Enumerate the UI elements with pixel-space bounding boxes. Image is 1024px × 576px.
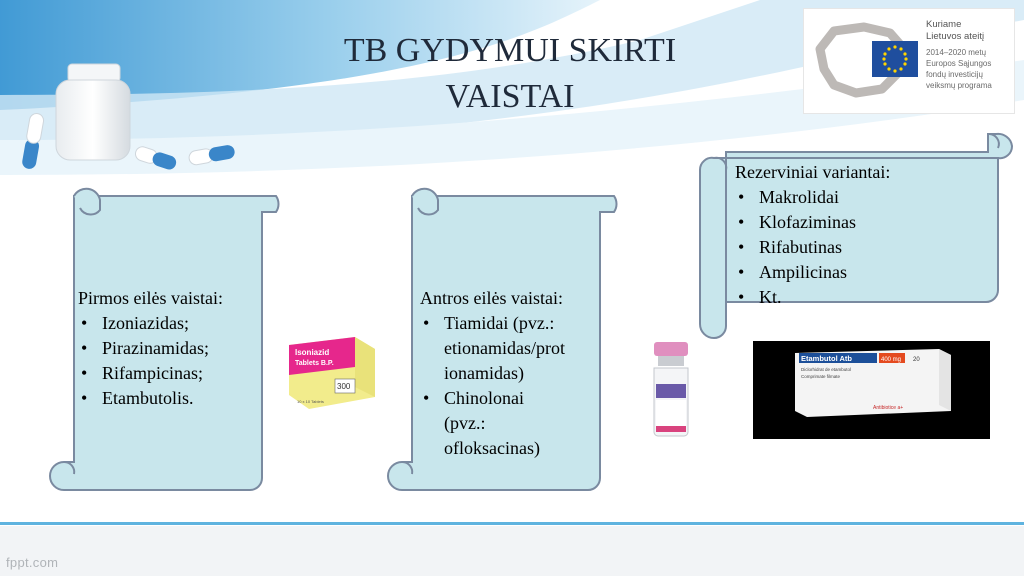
reserve-list [735,185,985,310]
list-item: • Makrolidai [735,185,985,210]
etambutol-count: 20 [913,357,920,363]
list-item: • Rifabutinas [735,235,985,260]
list-item: • Kt. [735,285,985,310]
list-item-line: etionamidas/prot [444,338,565,358]
list-item: • Izoniazidas; [78,311,278,336]
logo-line-4: Europos Sąjungos [926,59,992,68]
lithuania-map-icon [812,19,922,105]
second-line-list [420,311,600,461]
etambutol-brand: Antibiotice a+ [873,405,904,411]
logo-line-1: Kuriame [926,19,962,30]
list-item [420,311,600,386]
reserve-text [735,160,985,310]
isoniazid-dose: 300 [337,382,351,391]
list-item: • Klofaziminas [735,210,985,235]
first-line-list [78,311,278,411]
isoniazid-pack: 10 x 10 Tablets [297,399,324,404]
list-item: • Ampilicinas [735,260,985,285]
list-item: • Pirazinamidas; [78,336,278,361]
second-line-text [420,286,600,461]
second-line-heading: Antros eilės vaistai: [420,288,563,308]
logo-line-3: 2014–2020 metų [926,48,987,57]
list-item-line: Chinolonai [444,388,524,408]
medicine-vial-image [646,340,696,438]
list-item-line: (pvz.: [444,413,486,433]
footer-brand: fppt.com [6,555,59,570]
list-item: • Etambutolis. [78,386,278,411]
list-item-line: ofloksacinas) [444,438,540,458]
isoniazid-box-image [285,333,377,413]
title-line-1: TB GYDYMUI SKIRTI [343,32,677,69]
isoniazid-label-1: Isoniazid [295,348,330,357]
logo-line-2: Lietuvos ateitį [926,31,985,42]
list-item [420,386,600,461]
pill-bottle-illustration [20,60,250,175]
etambutol-name: Etambutol Atb [801,354,852,363]
title-line-2: VAISTAI [445,78,575,115]
list-item-line: ionamidas) [444,363,524,383]
first-line-heading: Pirmos eilės vaistai: [78,288,223,308]
list-item-line: Tiamidai (pvz.: [444,313,555,333]
slide-title [300,28,720,120]
logo-line-5: fondų investicijų [926,70,983,79]
list-item: • Rifampicinas; [78,361,278,386]
etambutol-sub1: Diclorhidrat de etambutol [801,367,852,372]
etambutol-dose: 400 mg [881,357,902,363]
logo-line-6: veiksmų programa [926,81,992,90]
etambutol-box-image [753,341,990,439]
etambutol-sub2: Comprimate filmate [801,374,841,379]
reserve-heading: Rezerviniai variantai: [735,162,891,182]
eu-funds-logo [803,8,1015,114]
first-line-text [78,286,278,411]
isoniazid-label-2: Tablets B.P. [295,360,334,367]
